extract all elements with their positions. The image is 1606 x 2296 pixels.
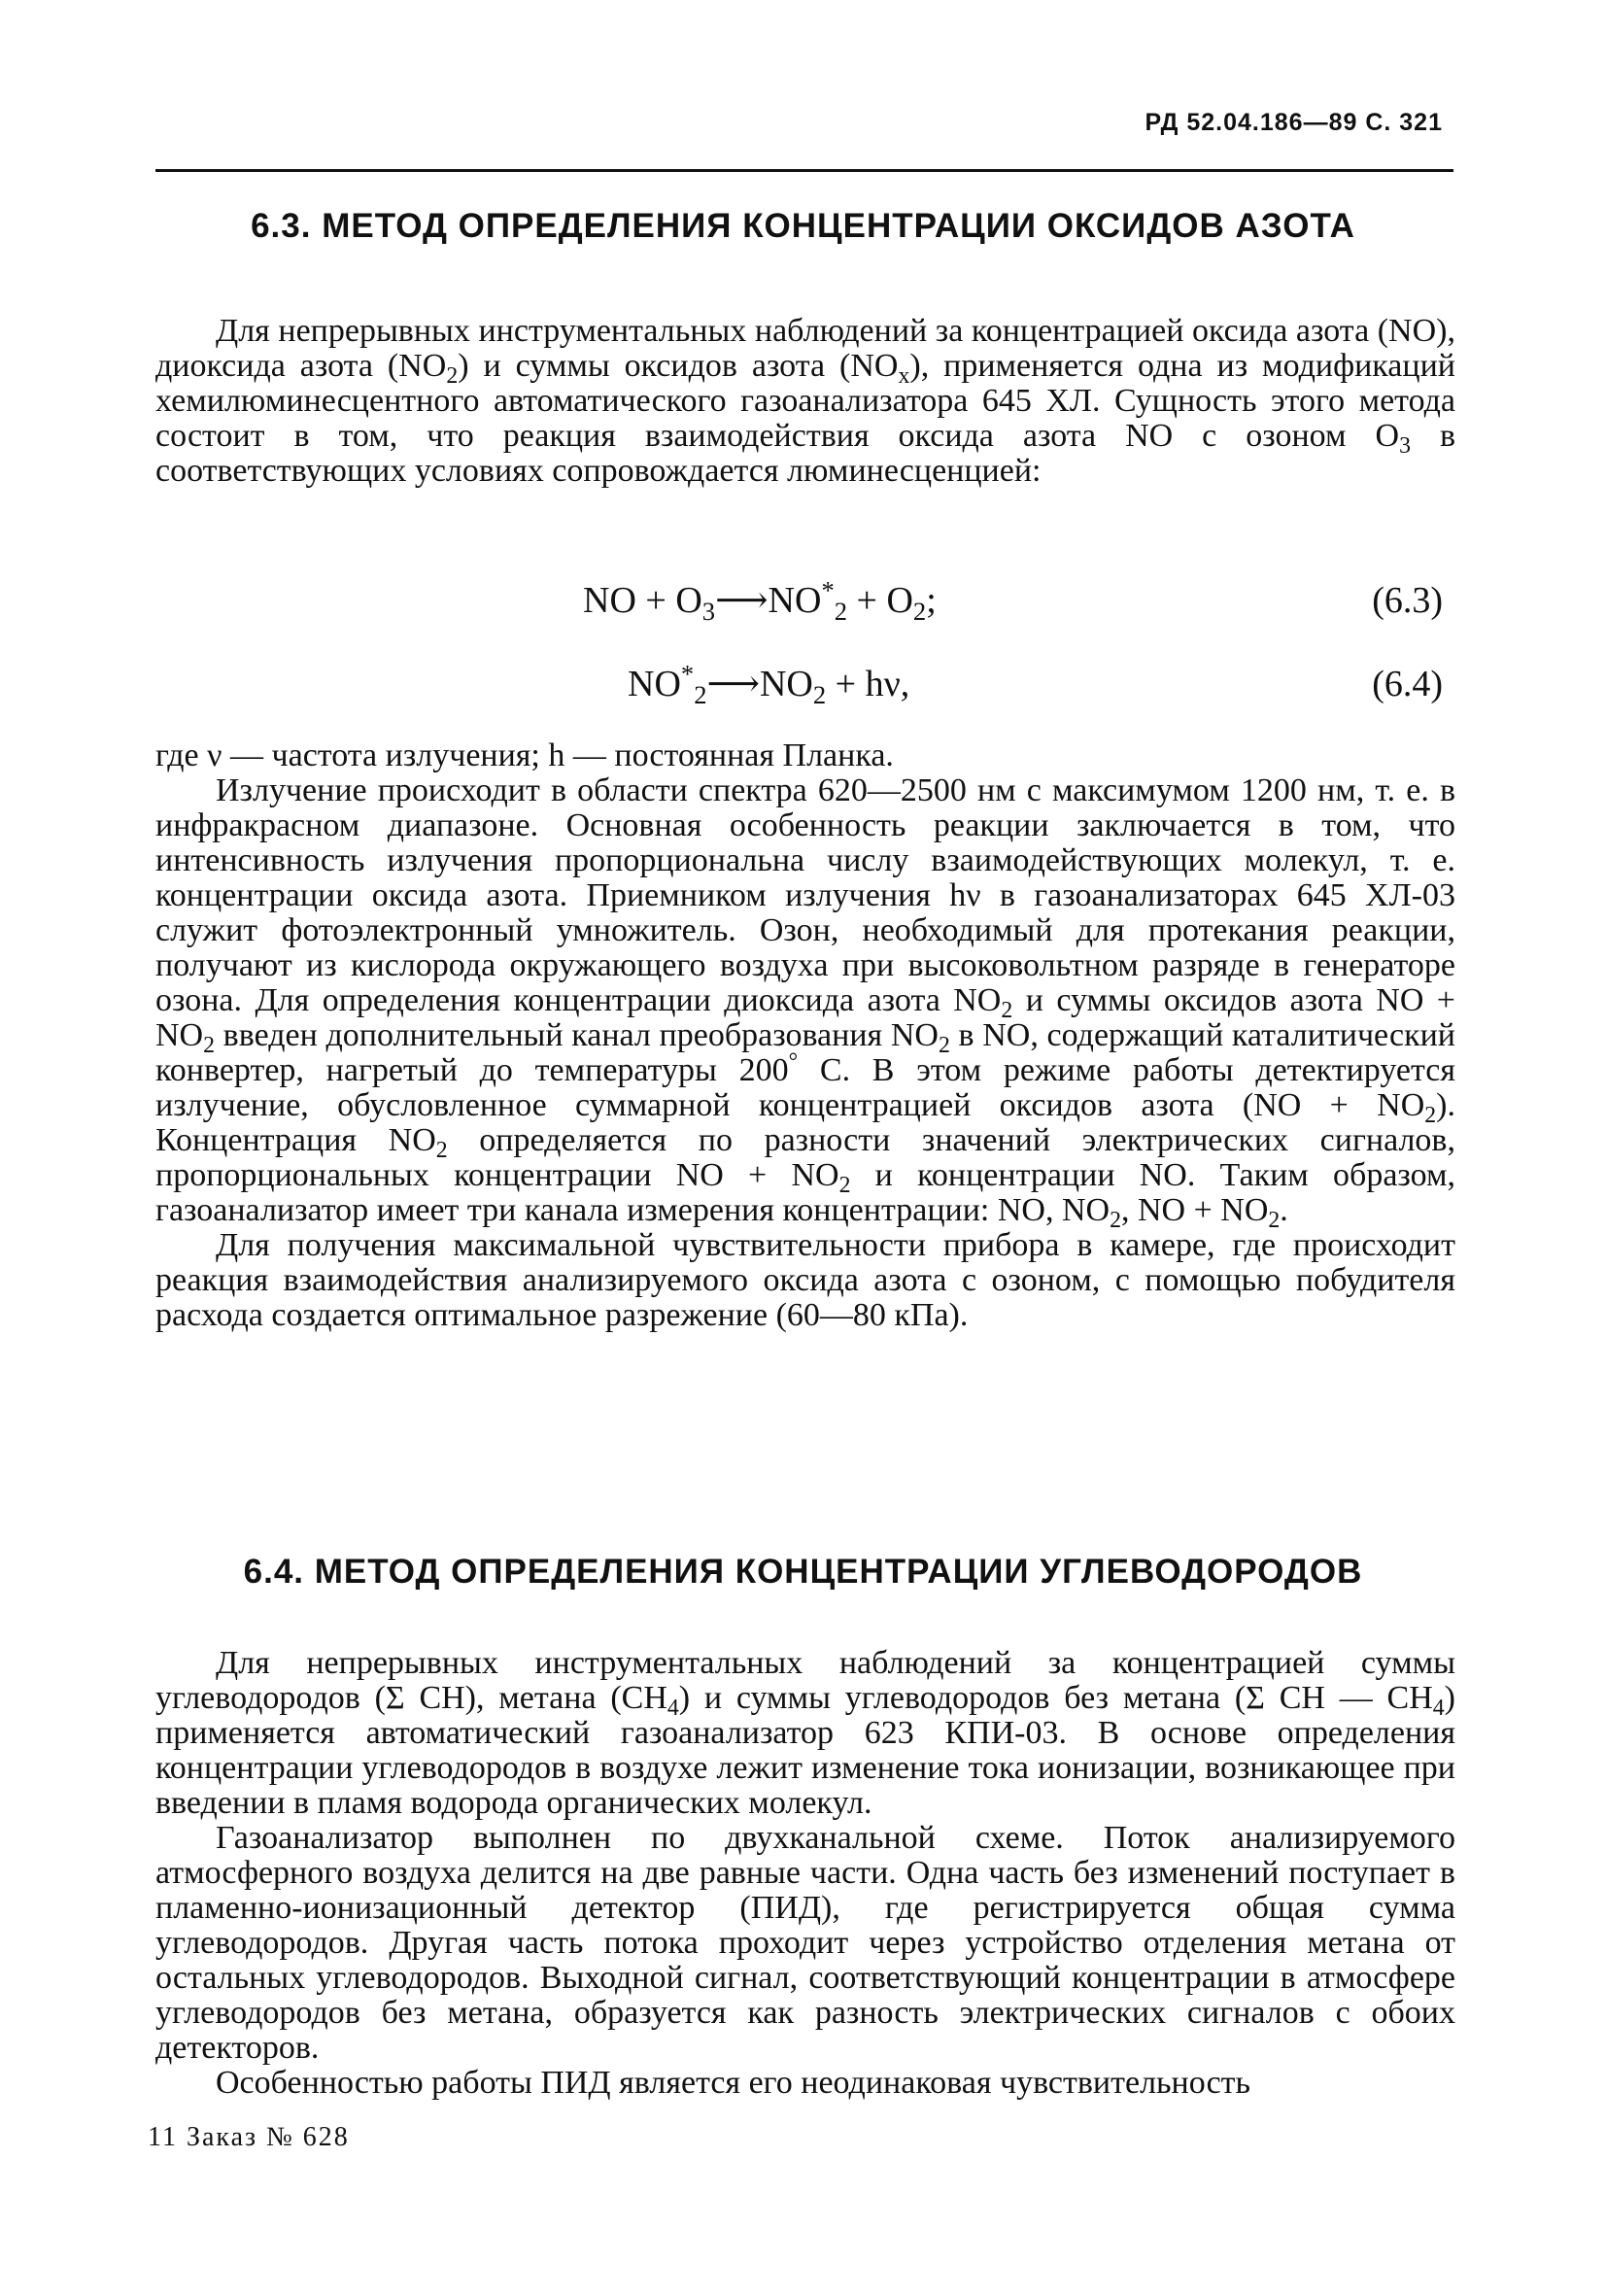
page-header: РД 52.04.186—89 С. 321: [1145, 109, 1443, 136]
section-6-4-title: 6.4. МЕТОД ОПРЕДЕЛЕНИЯ КОНЦЕНТРАЦИИ УГЛЕВОДОРОДОВ: [243, 1553, 1363, 1591]
pid-paragraph: Особенностью работы ПИД является его неодинаковая чувствительность: [216, 2065, 1251, 2101]
emission-paragraph: Излучение происходит в области спектра 620—2500 нм с максимумом 1200 нм, т. е. в инфракрасном диапазоне. Основная особенность реакции заключается в том, что интенсивность излучения пропорциональна числу взаимодействующих молекул, т. е. концентрации оксида азота. Приемником излучения hν в газоанализаторах 645 ХЛ-03 служит фотоэлектронный умножитель. Озон, необходимый для протекания реакции, получают из кислорода окружающего воздуха при высоковольтном разряде в генераторе озона. Для определения концентрации диоксида азота $NO_2$ и суммы оксидов азота NO + $NO_2$ введен дополнительный канал преобразования $NO_2$ в NO, содержащий каталитический конвертер, нагретый до температуры 200° С. В этом режиме работы детектируется излучение, обусловленное суммарной концентрацией оксидов азота $(NO + NO_2)$. Концентрация $NO_2$ определяется по разности значений электрических сигналов, пропорциональных концентрации NO + $NO_2$ и концентрации NO. Таким образом, газоанализатор имеет три канала измерения концентрации: NO, $NO_2$, NO + $NO_2$.: [155, 772, 1456, 1234]
section-6-3-body: [155, 738, 1455, 1333]
hydrocarbons-paragraph: Для непрерывных инструментальных наблюдений за концентрацией суммы углеводородов (Σ CH), метана $(CH_4)$ и суммы углеводородов без метана (Σ CH — $CH_4$) применяется автоматический газоанализатор 623 КПИ-03. В основе определения концентрации углеводородов в воздухе лежит изменение тока ионизации, возникающее при введении в пламя водорода органических молекул.: [155, 1645, 1455, 1821]
page-footer: 11 Заказ № 628: [148, 2122, 350, 2152]
analyzer-scheme-paragraph: Газоанализатор выполнен по двухканальной схеме. Поток анализируемого атмосферного воздуха делится на две равные части. Одна часть без изменений поступает в пламенно-ионизационный детектор (ПИД), где регистрируется общая сумма углеводородов. Другая часть потока проходит через устройство отделения метана от остальных углеводородов. Выходной сигнал, соответствующий концентрации в атмосфере углеводородов без метана, образуется как разность электрических сигналов с обоих детекторов.: [155, 1820, 1455, 2066]
equation-6-4-number: (6.4): [1372, 664, 1443, 704]
where-line: где ν — частота излучения; h — постоянная Планка.: [155, 737, 894, 773]
header-rule: [155, 169, 1453, 172]
equation-6-4-formula: $NO^*_2⟶NO_2 + h\nu$,: [628, 659, 910, 709]
section-6-3-intro: [155, 314, 1455, 489]
section-6-3-title: 6.3. МЕТОД ОПРЕДЕЛЕНИЯ КОНЦЕНТРАЦИИ ОКСИДОВ АЗОТА: [251, 207, 1355, 245]
section-6-4-body: [155, 1646, 1455, 2101]
intro-paragraph: Для непрерывных инструментальных наблюдений за концентрацией оксида азота (NO), диоксида азота $(NO_2)$ и суммы оксидов азота $(NO_x)$, применяется одна из модификаций хемилюминесцентного автоматического газоанализатора 645 ХЛ. Сущность этого метода состоит в том, что реакция взаимодействия оксида азота NO с озоном $О_3$ в соответствующих условиях сопровождается люминесценцией:: [155, 313, 1455, 489]
sensitivity-paragraph: Для получения максимальной чувствительности прибора в камере, где происходит реакция взаимодействия анализируемого оксида азота с озоном, с помощью побудителя расхода создается оптимальное разрежение (60—80 кПа).: [155, 1227, 1455, 1333]
equation-6-3-formula: NO + $O_3⟶NO^*_2 + O_2$;: [583, 575, 937, 626]
equation-6-3-number: (6.3): [1372, 580, 1443, 621]
